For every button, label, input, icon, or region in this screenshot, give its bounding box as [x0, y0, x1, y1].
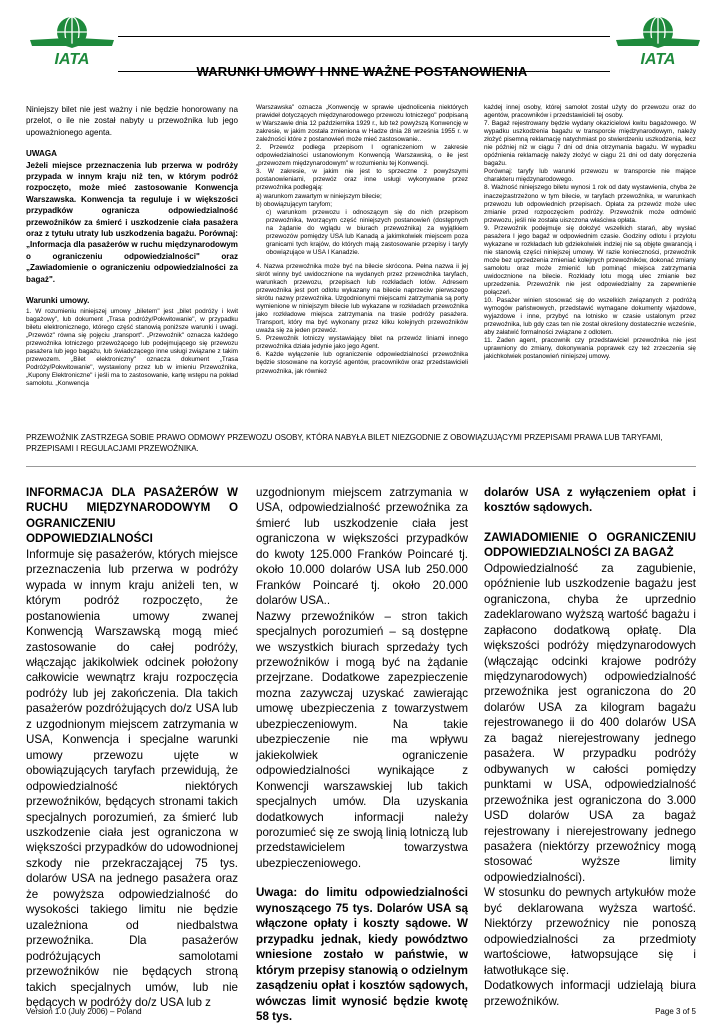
limit-note-cont: dolarów USA z wyłączeniem opłat i kosztów sądowych. — [484, 486, 696, 515]
logo-text-right: IATA — [640, 51, 676, 68]
c3-p11: 11. Żaden agent, pracownik czy przedstawiciel przewoźnika nie jest uprawniony do zmiany, dokonywania poprawek czy też zrzeczenia się jakichkolwiek postanowień niniejszej umowy. — [484, 337, 696, 361]
c3-ptax: Porównaj: taryfy lub warunki przewozu w transporcie nie mające charakteru międzynarodowego. — [484, 168, 696, 184]
divider — [26, 466, 696, 467]
c2-p6: 6. Każde wyłączenie lub ograniczenie odpowiedzialności przewoźnika będzie stosowane na korzyść agentów, pracowników oraz przedstawicieli przewoźnika, jak również — [256, 351, 468, 375]
iata-logo-right — [612, 8, 704, 68]
baggage-body: Odpowiedzialność za zagubienie, opóźnienie lub uszkodzenie bagażu jest ograniczona, chyba że uprzednio zadeklarowano wyższą wartość bagażu i zapłacono dodatkową opłatę. Dla większości podróży międzynarodowych (włączając odcinki krajowe podróży międzynarodowych) odpowiedzialność przewoźnika jest ograniczona do 20 dolarów USA za kilogram bagażu rejestrowanego ii do 400 dolarów USA za bagaż nierejestrowany jednego pasażera. W przypadku podróży odbywanych w całości pomiędzy punktami w USA, odpowiedzialność przewoźnika jest ograniczona do 3.000 USD dolarów USA za bagaż rejestrowany i nierejestrowany jednego pasażera (niektórzy przewoźnicy mogą stosować wyższe limity odpowiedzialności). — [484, 561, 696, 884]
info-body: Informuje się pasażerów, których miejsce przeznaczenia lub przerwa w podróży wypada w innym kraju aniżeli ten, w którym podróż rozpoczęto, że postanowienia umowy zwanej Konwencją Warszawską mogą mieć zastosowanie do całej podróży, włączając jakikolwiek odcinek położony całkowicie wewnątrz kraju rozpoczęcia podróży lub jej zakończenia. Dla takich pasażerów pozdróżujących do/z USA lub z uzgodnionym miejscem zatrzymania w USA, Konwencja i specjalne warunki umowy przewozu ujęte w obowiązujących taryfach przewidują, że odpowiedzialność niektórych przewoźników, będących stronami takich specjalnych porozumień, za śmierć lub uszkodzenie ciała jest ograniczona w większości przypadków do udowodnionej szkody nie przekraczającej 75 tys. dolarów USA na jednego pasażera oraz że powyższa odpowiedzialność do wysokości takiego limitu nie będzie uzależniona od niedbalstwa przewoźnika. Dla pasażerów podróżujących samolotami przewoźników nie będących stroną takich specjalnych umów, lub nie będących w podróży do/z USA lub z — [26, 547, 238, 1009]
c3-p1: każdej innej osoby, której samolot został użyty do przewozu oraz do agentów, pracowników i przedstawicieli tej osoby. — [484, 104, 696, 120]
baggage-body-3: Dodatkowych informacji udzielają biura przewoźników. — [484, 979, 696, 1008]
column-1-bottom — [26, 485, 238, 1010]
warunki-heading: Warunki umowy. — [26, 296, 90, 306]
warunki-body: 1. W rozumieniu niniejszej umowy „biletem" jest „bilet podróży i kwit bagażowy", lub dokument „Trasa podróży/Pokwitowanie", w przypadku biletu elektronicznego, którego część stanowią poniższe warunki i uwagi. „Przewóz" równa się pojęciu „transport". „Przewoźnik" oznacza każdego przewoźnika lotniczego przewożącego lub podejmującego się przewozu pasażera lub jego bagażu, lub świadczącego inne usługi związane z takim przewozem. „Bilet elektroniczny" oznacza dokument „Trasa Podróży/Pokwitowanie", wystawiony przez lub w imieniu Przewoźnika, „Kupony Elektroniczne" i jeśli ma to zastosowanie, kartę wstępu na pokład samolotu. „Konwencja — [26, 307, 238, 387]
info-body-cont: uzgodnionym miejscem zatrzymania w USA, odpowiedzialność przewoźnika za śmierć lub uszkodzenie ciała jest ograniczona w większości przypadków do kwoty 125.000 Franków Poincaré tj. około 10.000 dolarów USA lub 250.000 Franków Poincaré tj. około 20.000 dolarów USA.. — [256, 486, 468, 608]
carrier-notice: PRZEWOŹNIK ZASTRZEGA SOBIE PRAWO ODMOWY PRZEWOZU OSOBY, KTÓRA NABYŁA BILET NIEZGODNIE Z OBOWIĄZUJĄCYMI PRZEPISAMI PRAWA LUB TARYFAMI, PRZEPISAMI I REGULACJAMI PRZEWOŹNIKA. — [26, 433, 663, 453]
footer-page: Page 3 of 5 — [655, 1007, 696, 1016]
column-1-top — [26, 104, 238, 388]
column-3-top — [484, 104, 696, 362]
c2-p4: 4. Nazwa przewoźnika może być na bilecie skrócona. Pełna nazwa ii jej skrót winny być uwidocznione na wydanych przez przewoźnika taryfach, warunkach przewozu, przepisach lub rozkładach lotów. Adresem przewoźnika jest port odlotu wykazany na bilecie naprzeciw pierwszego skrótu nazwy przewoźnika. Uzgodnionymi miejscami zatrzymania są porty wymienione w niniejszym bilecie lub wykazane w rozkładach przewoźnika jako rozkładowe miejsca zatrzymania na trasie podróży pasażera. Transport, który ma być wykonany przez kilku kolejnych przewoźników uważa się za jeden przewóz. — [256, 262, 468, 335]
limit-note: Uwaga: do limitu odpowiedzialności wynoszącego 75 tys. Dolarów USA są włączone opłaty i koszty sądowe. W przypadku jednak, kiedy powództwo wniesione zostało w państwie, w którym przepisy stanowią o odzielnym zasądzeniu opłat i kosztów sądowych, wówczas limit wynosić będzie kwotę 58 tys. — [256, 886, 468, 1023]
intro-text: Niniejszy bilet nie jest ważny i nie będzie honorowany na przelot, o ile nie został nabyty u przewoźnika lub jego upoważnionego agenta. — [26, 105, 238, 137]
uwaga-body: Jeżeli miejsce przeznaczenia lub przerwa w podróży przypada w innym kraju niż ten, w którym podróż rozpoczęto, może mieć zastosowanie Konwencja Warszawska. Konwencja ta reguluje i w większości przypadków ogranicza odpowiedzialność przewoźników za śmierć i uszkodzenie ciała pasażera oraz z tytułu utraty lub uszkodzenia bagażu. Porównaj: „Informacja dla pasażerów w ruchu międzynarodowym o ograniczeniu odpowiedzialności" oraz „Zawiadomienie o ograniczeniu odpowiedzialności za bagaż". — [26, 160, 238, 284]
c3-p9: 9. Przewoźnik podejmuje się dołożyć wszelkich starań, aby wysłać pasażera I jego bagaż w odpowiednim czasie. Godziny odlotu i przylotu wykazane w rozkładach lub gdziekolwiek indziej nie są objęte gwarancją i nie stanowią części niniejszej umowy. W razie konieczności, przewoźnik może bez uprzedzenia zmieniać kolejnych przewoźników, dokonać zmiany samolotu oraz może zmienić lub pominąć miejsca zatrzymania uwidocznione na bilecie. Rozkłady lotu mogą ulec zmianie bez uprzedzenia. Przewoźnik nie jest odpowiedzialny za zapewnienie połączeń. — [484, 224, 696, 297]
uwaga-heading: UWAGA — [26, 149, 58, 159]
c2-p3c: c) warunkom przewozu i odnoszącym się do nich przepisom przewoźnika, tworzącym część niniejszych postanowień (dostępnych na żądanie do wglądu w biurach przewoźnika) za wyjątkiem przewozów pomiędzy USA lub Kanadą a jakimkolwiek miejscem poza granicami tych krajów, do których mają zastosowanie przepisy i taryfy obowiązujące w USA I Kanadzie. — [266, 208, 468, 256]
column-3-bottom — [484, 485, 696, 1009]
c2-p2: 2. Przewóz podlega przepisom I ograniczeniom w zakresie odpowiedzialności ustanowionym Konwencją Warszawską, o ile jest „przewozem międzynarodowym" w rozumieniu tej Konwencji. — [256, 144, 468, 168]
info-heading: INFORMACJA DLA PASAŻERÓW W RUCHU MIĘDZYNARODOWYM O OGRANICZENIU ODPOWIEDZIALNOŚCI — [26, 486, 238, 546]
c2-p3a: a) warunkom zawartym w niniejszym bilecie; — [256, 192, 382, 200]
c3-p10: 10. Pasażer winien stosować się do wszelkich związanych z podróżą wymogów państwowych, przedstawić wymagane dokumenty wjazdowe, wyjazdowe i inne, przybyć na lotnisko w czasie ustalonym przez przewoźnika, lub gdy czas ten nie został określony dostatecznie wcześnie, aby załatwić formalności związane z odlotem. — [484, 297, 696, 337]
c2-p3b: b) obowiązującym taryfom; — [256, 200, 333, 208]
baggage-heading: ZAWIADOMIENIE O OGRANICZENIU ODPOWIEDZIALNOŚCI ZA BAGAŻ — [484, 530, 696, 560]
baggage-body-2: W stosunku do pewnych artykułów może być deklarowana wyższa wartość. Niektórzy przewoźnicy nie ponoszą odpowiedzialności za przedmioty wartościowe, łatwopsujące się i łatwotłukące się. — [484, 886, 696, 977]
footer-version: Version 1.0 (July 2006) – Poland — [26, 1007, 142, 1016]
info-body-2: Nazwy przewoźników – stron takich specjalnych porozumień – są dostępne we wszystkich biurach sprzedaży tych przewoźników i mogą być na żądanie przejrzane. Dodatkowe zapezpieczenie mozna zazywczaj uzyskać zawierając umowę ubezpieczenia z towarzystwem ubezpieczeniowym. Na takie ubezpieczenie nie ma wpływu jakiekolwiek ograniczenie odpowiedzialności wynikające z Konwencji warszawskiej lub takich specjalnych umów. Dla uzyskania dodatkowych informacji należy porozumieć się ze swoją linią lotniczą lub przedstawicielem towarzystwa ubezpieczeniowego. — [256, 609, 468, 870]
c2-p3: 3. W zakresie, w jakim nie jest to sprzeczne z powyższymi postanowieniami, przewóz oraz inne usługi wykonywane przez przewoźnika podlegają: — [256, 168, 468, 192]
c2-p5: 5. Przewoźnik lotniczy wystawiający bilet na przewóz liniami innego przewoźnika działa jedynie jako jego Agent. — [256, 335, 468, 351]
iata-logo-left — [26, 8, 118, 68]
logo-text-left: IATA — [54, 51, 90, 68]
page-title: WARUNKI UMOWY I INNE WAŻNE POSTANOWIENIA — [196, 64, 528, 79]
c2-p1: Warszawska" oznacza „Konwencję w sprawie ujednolicenia niektórych prawideł dotyczących międzynarodowego przewozu lotniczego" podpisaną w Warszawie dnia 12 października 1929 r., lub też powyższą Konwencję w zakresie, w jakim została zmieniona w Hadze dnia 28 września 1955 r. w zależności które z postanowień może mieć zastosowanie.. — [256, 104, 468, 144]
column-2-bottom — [256, 485, 468, 1024]
c3-p7: 7. Bagaż rejestrowany będzie wydany okazicielowi kwitu bagażowego. W wypadku uszkodzenia bagażu w transporcie międzynarodowym, należy złożyć pisemną reklamację natychmiast po stwierdzeniu uszkodzenia, lecz nie później niż w ciągu 7 dni od dnia otrzymania bagażu. W wypadku opóźnienia reklamację należy złożyć w ciągu 21 dni od daty doręczenia bagażu. — [484, 120, 696, 168]
c3-p8: 8. Ważność niniejszego biletu wynosi 1 rok od daty wystawienia, chyba że inaczejzastrzeżono w tym bilecie, w taryfach przewoźnika, w warunkach przewozu lub odpowiednich przepisach. Opłata za przewóz może ulec zmianie przed rozpoczęciem podróży. Przewoźnik może odmówić przewozu, jeśli nie została uiszczona właściwa opłata. — [484, 184, 696, 224]
column-2-top — [256, 104, 468, 376]
